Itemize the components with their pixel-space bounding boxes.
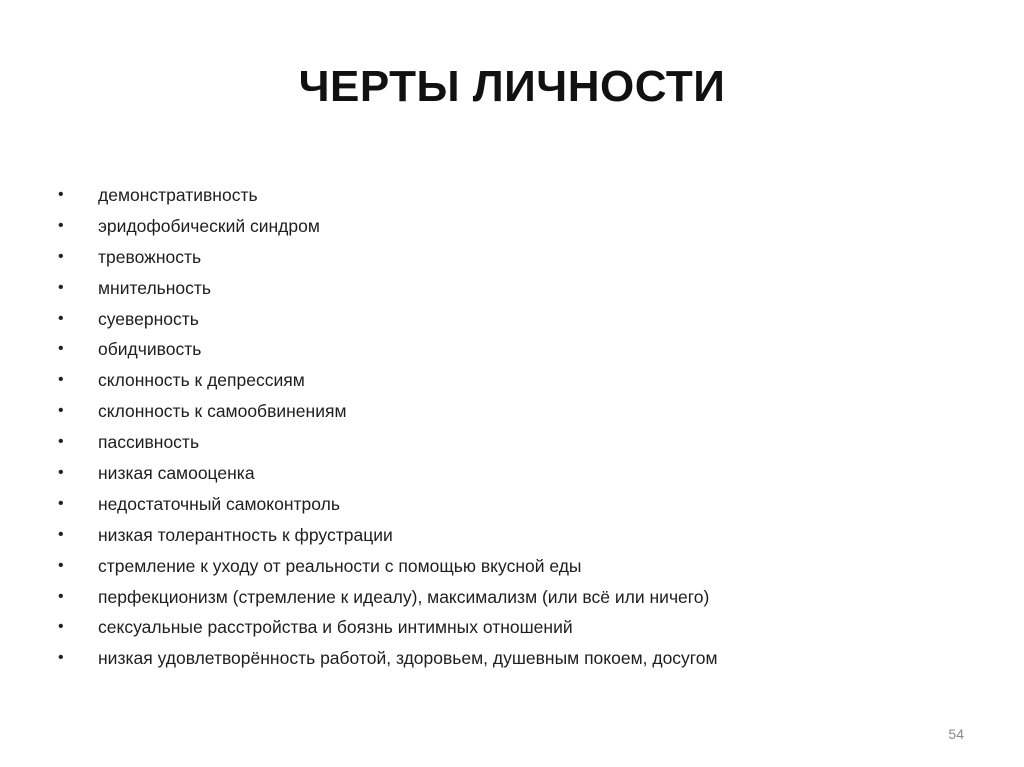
list-item-text: суеверность — [98, 308, 199, 329]
bullet-icon: • — [58, 587, 64, 605]
slide-title: ЧЕРТЫ ЛИЧНОСТИ — [298, 62, 726, 111]
list-item-text: пассивность — [98, 432, 200, 453]
bullet-icon: • — [58, 340, 64, 358]
list-item-text: сексуальные расстройства и боязнь интимных отношений — [98, 617, 573, 638]
bullet-icon: • — [58, 464, 64, 482]
bullet-icon: • — [58, 433, 64, 451]
bullet-icon: • — [58, 278, 64, 296]
list-item-text: тревожность — [98, 246, 202, 267]
bullet-icon: • — [58, 525, 64, 543]
bullet-icon: • — [58, 618, 64, 636]
bullet-icon: • — [58, 309, 64, 327]
page-number: 54 — [948, 726, 964, 742]
bullet-icon: • — [58, 186, 64, 203]
list-item-text: демонстративность — [98, 185, 258, 205]
list-item-text: обидчивость — [98, 339, 202, 360]
bullet-icon: • — [58, 402, 64, 420]
list-item-text: склонность к самообвинениям — [98, 401, 347, 422]
bullet-icon: • — [58, 371, 64, 389]
bullet-icon: • — [58, 494, 64, 512]
list-item-text: недостаточный самоконтроль — [98, 493, 340, 514]
list-item-text: стремление к уходу от реальности с помощью вкусной еды — [98, 555, 582, 576]
bullet-icon: • — [58, 649, 64, 667]
bullet-icon: • — [58, 556, 64, 574]
list-item-text: низкая самооценка — [98, 463, 255, 484]
list-item-text: мнительность — [98, 277, 212, 298]
list-item-text: низкая удовлетворённость работой, здоровьем, душевным покоем, досугом — [98, 648, 718, 669]
list-item-text: низкая толерантность к фрустрации — [98, 524, 393, 545]
bullet-icon: • — [58, 247, 64, 265]
bullet-icon: • — [58, 216, 64, 234]
list-item-text: перфекционизм (стремление к идеалу), максимализм (или всё или ничего) — [98, 586, 710, 607]
list-item-text: склонность к депрессиям — [98, 370, 305, 391]
list-item-text: эридофобический синдром — [98, 215, 320, 236]
